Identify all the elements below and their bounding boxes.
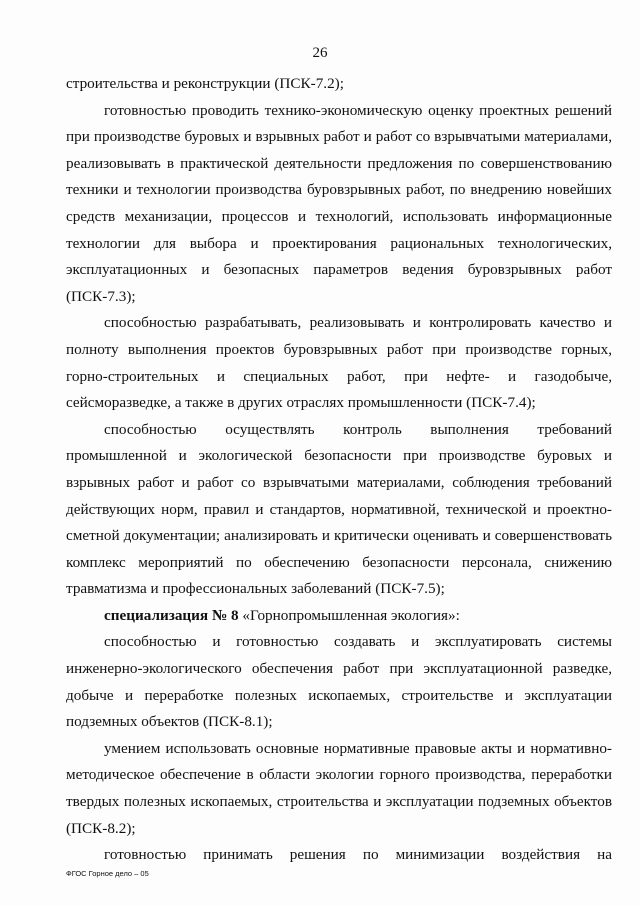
paragraph-continued <box>66 842 612 869</box>
paragraph-psk-7-4 <box>66 310 612 416</box>
paragraph-text: способностью осуществлять контроль выполнения требований промышленной и экологической безопасности при производстве буровых и взрывных работ и работ со взрывчатыми материалами, соблюдения требований действующих норм, правил и стандартов, нормативной, технической и проектно-сметной документации; анализировать и критически оценивать и совершенствовать комплекс мероприятий по обеспечению безопасности персонала, снижению травматизма и профессиональных заболеваний (ПСК-7.5); <box>66 420 612 598</box>
paragraph-text: строительства и реконструкции (ПСК-7.2); <box>66 75 344 92</box>
paragraph-text: способностью и готовностью создавать и эксплуатировать системы инженерно-экологического обеспечения работ при эксплуатационной разведке, добыче и переработке полезных ископаемых, строительстве и эксплуатации подземных объектов (ПСК-8.1); <box>66 633 612 731</box>
paragraph-text: умением использовать основные нормативные правовые акты и нормативно-методическое обеспечение в области экологии горного производства, переработки твердых полезных ископаемых, строительства и эксплуатации подземных объектов (ПСК-8.2); <box>66 739 612 837</box>
paragraph-psk-7-5 <box>66 417 612 603</box>
document-body <box>66 71 612 869</box>
paragraph-psk-7-3 <box>66 98 612 311</box>
page-number: 26 <box>312 45 328 61</box>
paragraph-psk-8-1 <box>66 629 612 735</box>
paragraph-psk-8-2 <box>66 736 612 842</box>
paragraph-text: готовностью проводить технико-экономическую оценку проектных решений при производстве буровых и взрывных работ и работ со взрывчатыми материалами, реализовывать в практической деятельности предложения по совершенствованию техники и технологии производства буровзрывных работ, по внедрению новейших средств механизации, процессов и технологий, использовать информационные технологии для выбора и проектирования рациональных технологических, эксплуатационных и безопасных параметров ведения буровзрывных работ (ПСК-7.3); <box>66 101 612 305</box>
specialization-label: специализация № 8 <box>104 606 239 624</box>
paragraph-text: способностью разрабатывать, реализовывать и контролировать качество и полноту выполнения проектов буровзрывных работ при производстве горных, горно-строительных и специальных работ, при нефте- и газодобыче, сейсморазведке, а также в других отраслях промышленности (ПСК-7.4); <box>66 314 612 412</box>
footer-note: ФГОС Горное дело – 05 <box>66 869 149 878</box>
specialization-heading <box>66 603 612 630</box>
paragraph-psk-7-2 <box>66 71 612 98</box>
paragraph-text: готовностью принимать решения по минимизации воздействия на <box>104 846 612 864</box>
specialization-title: «Горнопромышленная экология»: <box>238 606 460 624</box>
